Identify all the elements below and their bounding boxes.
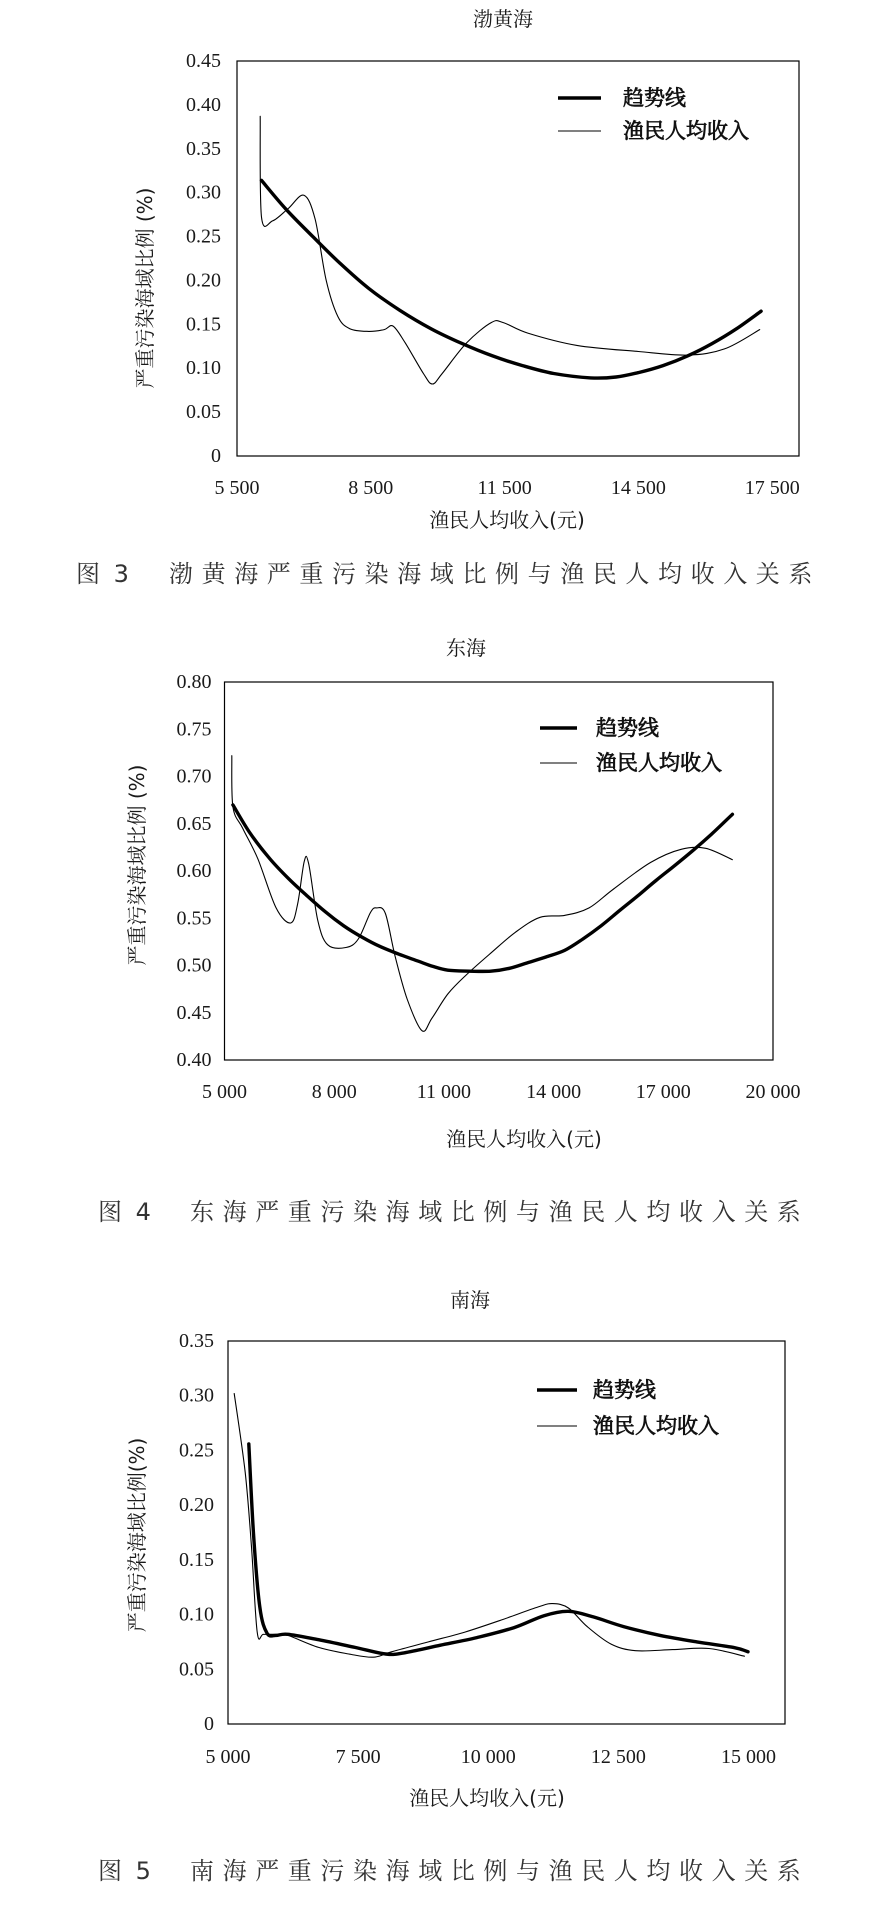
- y-tick-label: 0.05: [179, 1658, 214, 1681]
- chart-title: 东海: [446, 636, 486, 660]
- x-tick-label: 5 500: [214, 477, 260, 499]
- legend-income-label: 渔民人均收入: [596, 751, 722, 775]
- x-axis-label: 渔民人均收入(元): [446, 1127, 602, 1151]
- x-tick-label: 15 000: [721, 1746, 777, 1768]
- y-tick-label: 0.80: [176, 671, 212, 693]
- y-tick-label: 0.20: [186, 269, 221, 292]
- y-axis-label: 严重污染海域比例 (%): [125, 764, 149, 966]
- y-tick-label: 0.20: [179, 1494, 214, 1517]
- y-tick-label: 0.75: [176, 718, 212, 741]
- figure-caption: 渤黄海严重污染海域比例与渔民人均收入关系: [169, 560, 821, 588]
- legend-trend-label: 趋势线: [596, 716, 659, 740]
- plot-area: [177, 671, 801, 1103]
- y-tick-label: 0.60: [176, 860, 212, 882]
- chart-bohai-yellow-sea: [76, 7, 821, 588]
- figure-caption: 东海严重污染海域比例与渔民人均收入关系: [190, 1198, 810, 1226]
- figure-caption: 南海严重污染海域比例与渔民人均收入关系: [190, 1857, 810, 1885]
- y-tick-label: 0.40: [176, 1049, 212, 1071]
- x-axis-label: 渔民人均收入(元): [409, 1786, 565, 1810]
- plot-area: [186, 50, 800, 499]
- chart-title: 渤黄海: [473, 7, 533, 31]
- y-tick-label: 0.55: [176, 907, 212, 930]
- figure-label: 图 4: [98, 1198, 154, 1226]
- legend-trend-label: 趋势线: [623, 86, 686, 110]
- x-tick-label: 12 500: [590, 1746, 646, 1768]
- x-tick-label: 17 500: [744, 477, 800, 499]
- x-tick-label: 14 500: [610, 477, 666, 499]
- trend-line: [262, 180, 762, 378]
- x-tick-label: 5 000: [205, 1746, 251, 1768]
- legend-income-label: 渔民人均收入: [593, 1414, 719, 1438]
- legend-income-label: 渔民人均收入: [623, 119, 749, 143]
- x-tick-label: 7 500: [335, 1746, 381, 1768]
- x-tick-label: 5 000: [202, 1081, 247, 1103]
- y-tick-label: 0.65: [176, 812, 212, 835]
- x-tick-label: 10 000: [460, 1746, 516, 1768]
- chart-south-china-sea: [98, 1288, 809, 1885]
- plot-frame: [225, 682, 774, 1060]
- income-series-line: [260, 116, 760, 384]
- figure-label: 图 5: [98, 1857, 154, 1885]
- legend: [540, 716, 722, 775]
- x-tick-label: 14 000: [526, 1081, 582, 1103]
- x-tick-label: 8 500: [348, 477, 394, 499]
- y-tick-label: 0.30: [179, 1384, 214, 1407]
- y-tick-label: 0.30: [186, 181, 221, 204]
- y-tick-label: 0.15: [186, 313, 221, 336]
- plot-area: [179, 1330, 785, 1768]
- y-axis-label: 严重污染海域比例 (%): [133, 187, 157, 389]
- legend: [558, 86, 749, 143]
- x-tick-label: 17 000: [635, 1081, 691, 1103]
- y-tick-label: 0.50: [176, 954, 212, 977]
- y-tick-label: 0.45: [176, 1001, 212, 1024]
- legend: [537, 1378, 719, 1438]
- y-tick-label: 0.10: [186, 357, 221, 380]
- x-tick-label: 11 500: [477, 477, 532, 499]
- y-axis-label: 严重污染海域比例(%): [125, 1437, 149, 1633]
- x-tick-label: 8 000: [311, 1081, 357, 1103]
- legend-trend-label: 趋势线: [593, 1378, 656, 1402]
- y-tick-label: 0.15: [179, 1548, 214, 1571]
- y-tick-label: 0.10: [179, 1603, 214, 1626]
- chart-title: 南海: [450, 1288, 490, 1312]
- y-tick-label: 0: [211, 445, 221, 467]
- x-tick-label: 20 000: [745, 1081, 801, 1103]
- figure-label: 图 3: [76, 560, 132, 588]
- y-tick-label: 0.70: [176, 765, 212, 788]
- y-tick-label: 0: [204, 1713, 214, 1735]
- y-tick-label: 0.35: [186, 137, 221, 160]
- trend-line: [233, 805, 733, 972]
- y-tick-label: 0.25: [179, 1439, 214, 1462]
- chart-east-china-sea: [98, 636, 809, 1226]
- y-tick-label: 0.45: [186, 50, 221, 72]
- y-tick-label: 0.05: [186, 401, 221, 424]
- y-tick-label: 0.25: [186, 225, 221, 248]
- x-axis-label: 渔民人均收入(元): [429, 508, 585, 532]
- y-tick-label: 0.35: [179, 1330, 214, 1352]
- plot-frame: [228, 1341, 785, 1724]
- trend-line: [249, 1444, 748, 1655]
- y-tick-label: 0.40: [186, 93, 221, 116]
- x-tick-label: 11 000: [416, 1081, 472, 1103]
